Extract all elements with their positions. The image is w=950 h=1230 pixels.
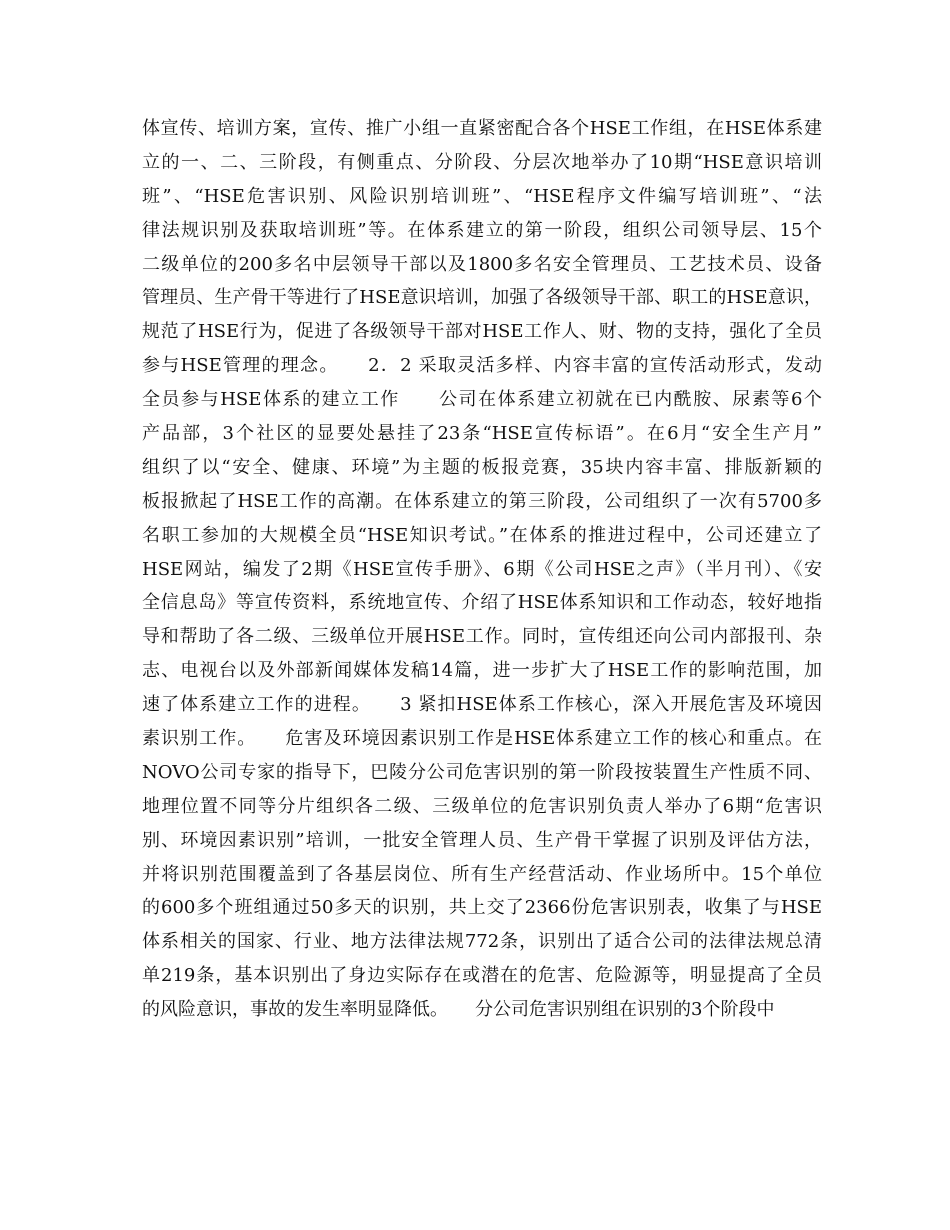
text-line: 的风险意识，事故的发生率明显降低。 分公司危害识别组在识别的3个阶段中	[142, 999, 775, 1021]
text-line: 素识别工作。 危害及环境因素识别工作是HSE体系建立工作的核心和重点。在	[142, 728, 822, 750]
text-line: 别、环境因素识别”培训，一批安全管理人员、生产骨干掌握了识别及评估方法，	[142, 829, 822, 851]
text-line: NOVO公司专家的指导下，巴陵分公司危害识别的第一阶段按装置生产性质不同、	[142, 761, 822, 783]
text-line: 规范了HSE行为，促进了各级领导干部对HSE工作人、财、物的支持，强化了全员	[142, 321, 822, 343]
text-line: 板报掀起了HSE工作的高潮。在体系建立的第三阶段，公司组织了一次有5700多	[142, 490, 822, 512]
text-line: 全员参与HSE体系的建立工作 公司在体系建立初就在已内酰胺、尿素等6个	[142, 389, 822, 411]
text-line: 全信息岛》等宣传资料，系统地宣传、介绍了HSE体系知识和工作动态，较好地指	[142, 592, 822, 614]
text-line: 组织了以“安全、健康、环境”为主题的板报竞赛，35块内容丰富、排版新颖的	[142, 456, 822, 478]
body-text	[142, 112, 822, 1027]
text-line: 管理员、生产骨干等进行了HSE意识培训，加强了各级领导干部、职工的HSE意识，	[142, 287, 822, 309]
text-line: 参与HSE管理的理念。 2．2 采取灵活多样、内容丰富的宣传活动形式，发动	[142, 355, 822, 377]
text-line: 名职工参加的大规模全员“HSE知识考试。”在体系的推进过程中，公司还建立了	[142, 524, 822, 546]
text-line: 并将识别范围覆盖到了各基层岗位、所有生产经营活动、作业场所中。15个单位	[142, 863, 822, 885]
text-line: 律法规识别及获取培训班”等。在体系建立的第一阶段，组织公司领导层、15个	[142, 219, 822, 241]
text-line: HSE网站，编发了2期《HSE宣传手册》、6期《公司HSE之声》（半月刊）、《安	[142, 558, 822, 580]
text-line: 班”、“HSE危害识别、风险识别培训班”、“HSE程序文件编写培训班”、“法	[142, 185, 822, 207]
text-line: 二级单位的200多名中层领导干部以及1800多名安全管理员、工艺技术员、设备	[142, 253, 822, 275]
text-line: 志、电视台以及外部新闻媒体发稿14篇，进一步扩大了HSE工作的影响范围，加	[142, 660, 822, 682]
text-line: 体宣传、培训方案，宣传、推广小组一直紧密配合各个HSE工作组，在HSE体系建	[142, 118, 822, 139]
text-line: 体系相关的国家、行业、地方法律法规772条，识别出了适合公司的法律法规总清	[142, 931, 822, 953]
text-line: 地理位置不同等分片组织各二级、三级单位的危害识别负责人举办了6期“危害识	[142, 795, 822, 817]
text-line: 导和帮助了各二级、三级单位开展HSE工作。同时，宣传组还向公司内部报刊、杂	[142, 626, 822, 648]
text-line: 速了体系建立工作的进程。 3 紧扣HSE体系工作核心，深入开展危害及环境因	[142, 694, 822, 716]
text-line: 单219条，基本识别出了身边实际存在或潜在的危害、危险源等，明显提高了全员	[142, 965, 822, 987]
text-line: 的600多个班组通过50多天的识别，共上交了2366份危害识别表，收集了与HSE	[142, 897, 822, 919]
text-line: 立的一、二、三阶段，有侧重点、分阶段、分层次地举办了10期“HSE意识培训	[142, 151, 822, 173]
text-line: 产品部，3个社区的显要处悬挂了23条“HSE宣传标语”。在6月“安全生产月”	[142, 423, 822, 445]
